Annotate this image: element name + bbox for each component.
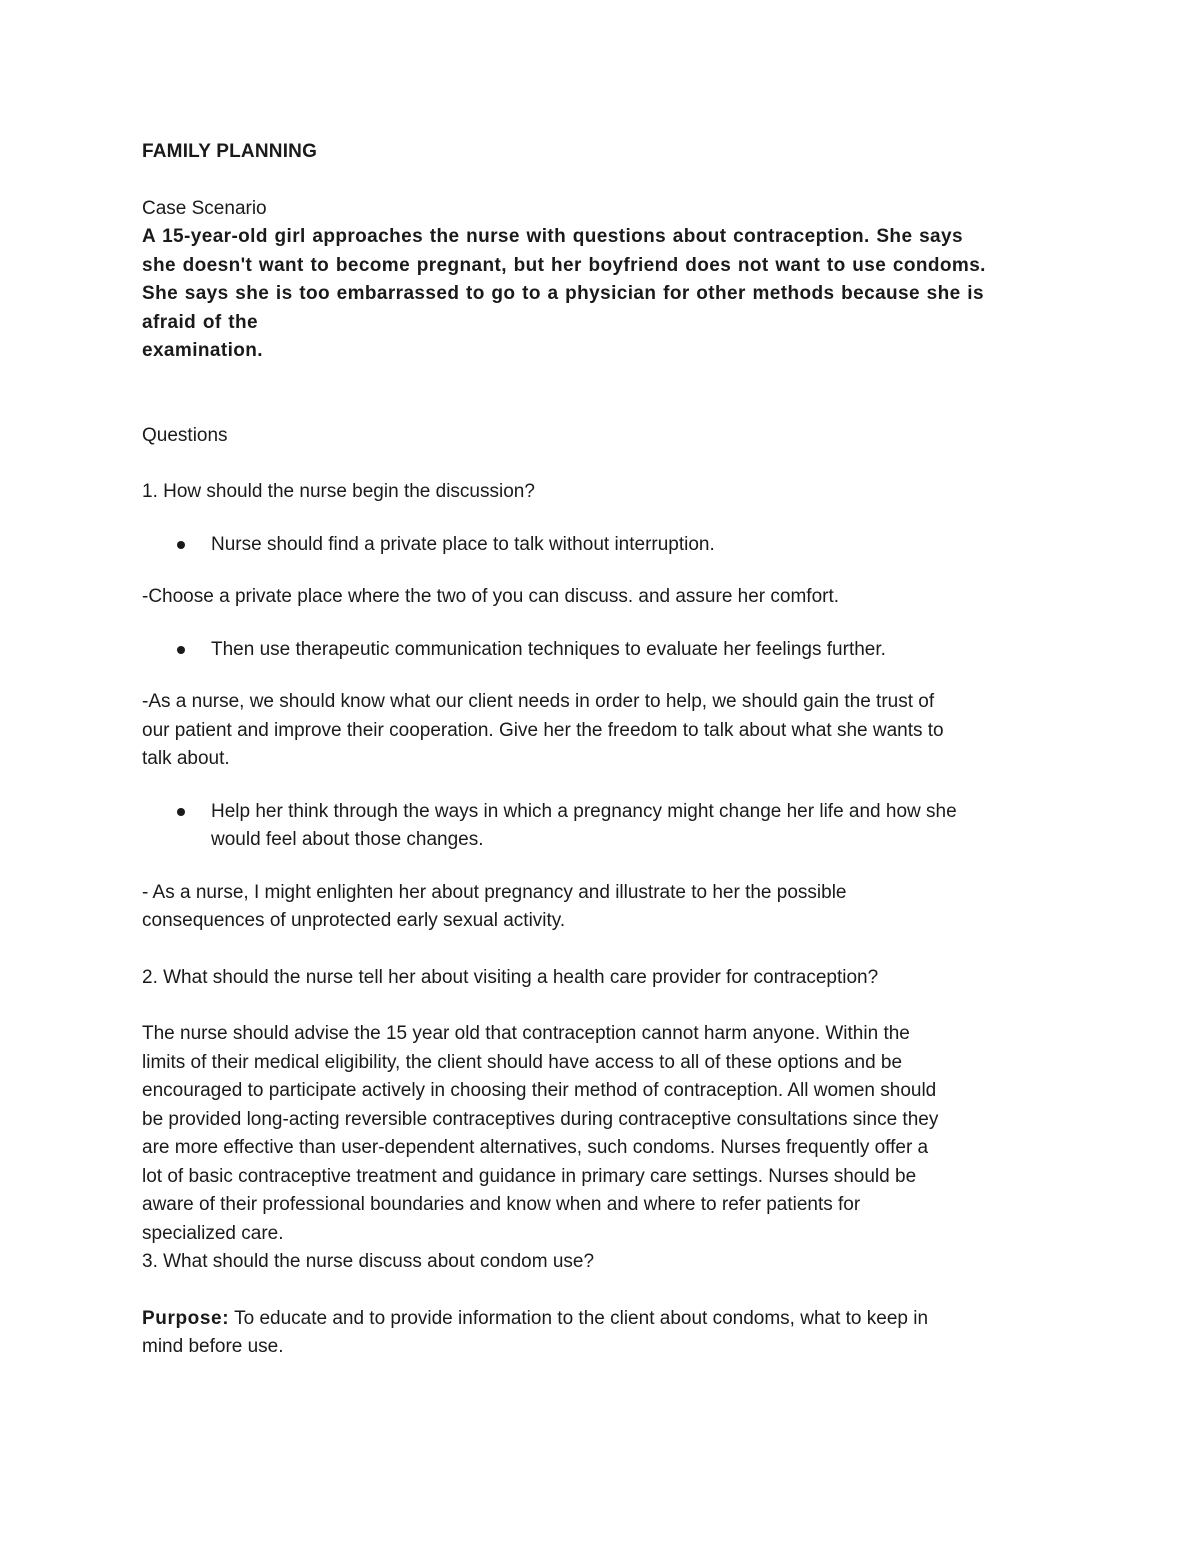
document-page bbox=[142, 138, 1077, 1362]
bullet-icon bbox=[177, 646, 185, 654]
answer-line: encouraged to participate actively in choosing their method of contraception. All women should bbox=[142, 1080, 937, 1101]
purpose-text: To educate and to provide information to the client about condoms, what to keep in bbox=[229, 1307, 929, 1329]
scenario-line: examination. bbox=[142, 340, 263, 361]
bullet-icon bbox=[177, 808, 185, 816]
scenario-line: afraid of the bbox=[142, 311, 258, 333]
bullet-list bbox=[142, 798, 1077, 855]
spacer bbox=[142, 366, 1077, 422]
document-title: FAMILY PLANNING bbox=[142, 141, 318, 162]
bullet-text: Nurse should find a private place to talk without interruption. bbox=[211, 533, 715, 555]
list-item bbox=[211, 531, 1077, 560]
question-3: 3. What should the nurse discuss about condom use? bbox=[142, 1251, 595, 1272]
question-2-answer bbox=[142, 1020, 1077, 1248]
purpose-line bbox=[142, 1305, 1077, 1334]
answer-line: aware of their professional boundaries and know when and where to refer patients for bbox=[142, 1194, 861, 1215]
note-line: talk about. bbox=[142, 748, 230, 769]
list-item bbox=[211, 798, 1077, 855]
answer-note: -Choose a private place where the two of you can discuss. and assure her comfort. bbox=[142, 586, 840, 607]
answer-line: be provided long-acting reversible contraceptives during contraceptive consultations since they bbox=[142, 1108, 939, 1130]
purpose-paragraph bbox=[142, 1305, 1077, 1362]
questions-heading: Questions bbox=[142, 424, 228, 446]
note-line: consequences of unprotected early sexual activity. bbox=[142, 910, 566, 931]
bullet-text-line: Help her think through the ways in which a pregnancy might change her life and how she bbox=[211, 800, 957, 822]
answer-line: The nurse should advise the 15 year old that contraception cannot harm anyone. Within the bbox=[142, 1023, 910, 1044]
bullet-list bbox=[142, 636, 1077, 665]
list-item bbox=[211, 636, 1077, 665]
purpose-label: Purpose: bbox=[142, 1307, 230, 1329]
question-1: 1. How should the nurse begin the discussion? bbox=[142, 481, 535, 502]
answer-line: lot of basic contraceptive treatment and guidance in primary care settings. Nurses should be bbox=[142, 1165, 917, 1187]
note-line: - As a nurse, I might enlighten her about pregnancy and illustrate to her the possible bbox=[142, 881, 847, 903]
scenario-line: A 15-year-old girl approaches the nurse with questions about contraception. She says bbox=[142, 226, 963, 247]
purpose-line: mind before use. bbox=[142, 1336, 284, 1357]
bullet-list bbox=[142, 531, 1077, 560]
scenario-line: she doesn't want to become pregnant, but her boyfriend does not want to use condoms. bbox=[142, 254, 986, 276]
note-line: our patient and improve their cooperation. Give her the freedom to talk about what she wants to bbox=[142, 719, 944, 741]
case-scenario-text bbox=[142, 223, 1077, 366]
bullet-text-line: would feel about those changes. bbox=[211, 829, 484, 850]
bullet-icon bbox=[177, 541, 185, 549]
answer-line: are more effective than user-dependent alternatives, such condoms. Nurses frequently offer a bbox=[142, 1137, 929, 1158]
answer-note bbox=[142, 879, 1077, 936]
answer-line: limits of their medical eligibility, the client should have access to all of these options and be bbox=[142, 1051, 903, 1073]
case-scenario-label: Case Scenario bbox=[142, 197, 267, 219]
question-2: 2. What should the nurse tell her about visiting a health care provider for contraception? bbox=[142, 966, 879, 988]
answer-line: specialized care. bbox=[142, 1222, 284, 1244]
note-line: -As a nurse, we should know what our client needs in order to help, we should gain the trust of bbox=[142, 691, 935, 712]
bullet-text: Then use therapeutic communication techniques to evaluate her feelings further. bbox=[211, 638, 886, 660]
scenario-line: She says she is too embarrassed to go to a physician for other methods because she is bbox=[142, 283, 984, 304]
answer-note bbox=[142, 688, 1077, 774]
